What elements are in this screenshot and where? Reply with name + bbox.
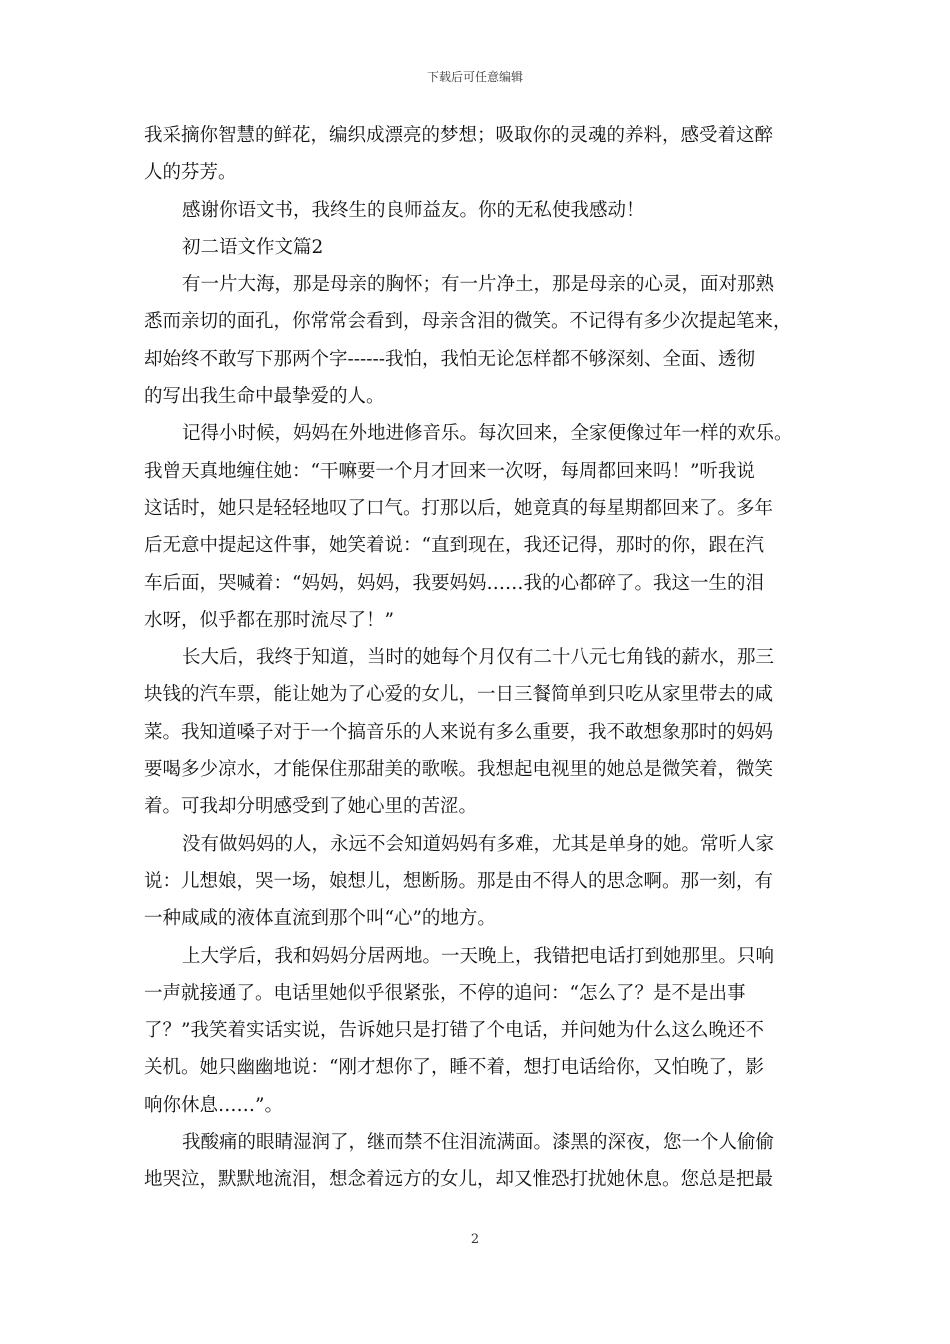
text-line: 关机。她只幽幽地说：“刚才想你了，睡不着，想打电话给你，又怕晚了，影	[144, 1057, 764, 1079]
text-line: 着。可我却分明感受到了她心里的苦涩。	[144, 796, 478, 818]
text-line: 一声就接通了。电话里她似乎很紧张，不停的追问：“怎么了？是不是出事	[144, 982, 746, 1004]
document-body	[144, 117, 808, 1199]
text-line: 我曾天真地缠住她：“干嘛要一个月才回来一次呀，每周都回来吗！”听我说	[144, 460, 755, 482]
text-line: 我采摘你智慧的鲜花，编织成漂亮的梦想；吸取你的灵魂的养料，感受着这醉	[144, 125, 774, 146]
text-line: 却始终不敢写下那两个字------我怕，我怕无论怎样都不够深刻、全面、透彻	[144, 348, 756, 370]
page-number: 2	[470, 1232, 480, 1247]
text-line: 感谢你语文书，我终生的良师益友。你的无私使我感动！	[182, 199, 645, 221]
text-line: 要喝多少凉水，才能保住那甜美的歌喉。我想起电视里的她总是微笑着，微笑	[144, 759, 774, 781]
text-line: 我酸痛的眼睛湿润了，继而禁不住泪流满面。漆黑的深夜，您一个人偷偷	[182, 1132, 775, 1154]
text-line: 的写出我生命中最挚爱的人。	[144, 386, 385, 408]
text-line: 说：儿想娘，哭一场，娘想儿，想断肠。那是由不得人的思念啊。那一刻，有	[144, 870, 774, 892]
text-line: 地哭泣，默默地流泪，想念着远方的女儿，却又惟恐打扰她休息。您总是把最	[144, 1169, 774, 1191]
text-line: 悉而亲切的面孔，你常常会看到，母亲含泪的微笑。不记得有多少次提起笔来，	[144, 311, 792, 333]
text-line: 有一片大海，那是母亲的胸怀；有一片净土，那是母亲的心灵，面对那熟	[182, 274, 775, 296]
text-line: 菜。我知道嗓子对于一个搞音乐的人来说有多么重要，我不敢想象那时的妈妈	[144, 721, 774, 743]
text-line: 后无意中提起这件事，她笑着说：“直到现在，我还记得，那时的你，跟在汽	[144, 535, 764, 557]
text-line: 块钱的汽车票，能让她为了心爱的女儿，一日三餐简单到只吃从家里带去的咸	[144, 684, 774, 706]
text-line: 水呀，似乎都在那时流尽了！”	[144, 609, 394, 631]
text-line: 响你休息……”。	[144, 1094, 283, 1116]
text-line: 没有做妈妈的人，永远不会知道妈妈有多难，尤其是单身的她。常听人家	[182, 833, 775, 855]
text-line: 车后面，哭喊着：“妈妈，妈妈，我要妈妈……我的心都碎了。我这一生的泪	[144, 572, 764, 594]
text-line: 一种咸咸的液体直流到那个叫“心”的地方。	[144, 908, 496, 930]
text-line: 长大后，我终于知道，当时的她每个月仅有二十八元七角钱的薪水，那三	[182, 647, 775, 669]
text-line: 这话时，她只是轻轻地叹了口气。打那以后，她竟真的每星期都回来了。多年	[144, 497, 774, 519]
text-line: 记得小时候，妈妈在外地进修音乐。每次回来，全家便像过年一样的欢乐。	[182, 423, 793, 445]
text-line: 了？”我笑着实话实说，告诉她只是打错了个电话，并问她为什么这么晚还不	[144, 1020, 764, 1042]
page-header: 下载后可任意编辑	[426, 70, 523, 84]
text-line: 人的芬芳。	[144, 162, 237, 184]
text-line: 上大学后，我和妈妈分居两地。一天晚上，我错把电话打到她那里。只响	[182, 945, 775, 967]
text-line: 初二语文作文篇2	[182, 236, 324, 258]
